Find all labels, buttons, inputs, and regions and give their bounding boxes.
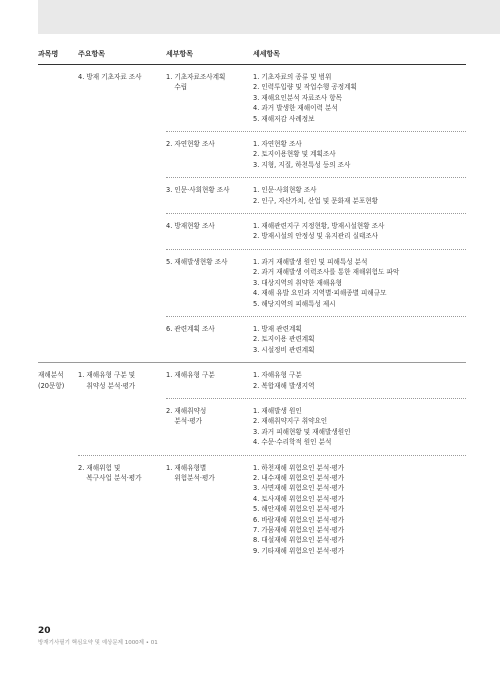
detail-item: 2. 인력투입량 및 작업수행 공정계획	[253, 83, 357, 92]
major-item-group	[78, 363, 466, 454]
subject-name: 재해분석 (20문항)	[38, 371, 65, 390]
detail-item: 3. 지형, 지질, 하천특성 등의 조사	[253, 160, 351, 169]
header-subject: 과목명	[38, 50, 59, 58]
detail-item: 2. 인구, 자산가치, 산업 및 문화재 분포현황	[253, 196, 378, 205]
sub-item-row	[166, 249, 466, 316]
sub-item-name: 1. 재해유형별 위험분석·평가	[166, 463, 215, 482]
header-sub: 세부항목	[166, 50, 194, 58]
detail-item: 3. 과거 피해현황 및 재해발생원인	[253, 427, 351, 436]
detail-item: 4. 토사재해 위험요인 분석·평가	[253, 494, 345, 503]
detail-item: 2. 재해취약지구 취약요인	[253, 417, 328, 426]
detail-item: 2. 복합재해 발생지역	[253, 381, 315, 390]
table-body	[38, 65, 466, 563]
detail-list	[253, 185, 466, 206]
sub-item-name: 3. 인문·사회현황 조사	[166, 186, 230, 195]
header-band	[38, 0, 500, 34]
sub-item-name: 2. 재해취약성 분석·평가	[166, 406, 207, 426]
detail-item: 1. 인문·사회현황 조사	[253, 186, 317, 195]
header-detail: 세세항목	[253, 50, 281, 58]
major-item-group	[78, 455, 466, 564]
sub-item-row	[166, 213, 466, 249]
detail-item: 1. 과거 재해발생 원인 및 피해특성 분석	[253, 257, 368, 266]
sub-item-name: 4. 방재현황 조사	[166, 222, 215, 231]
sub-item-name: 6. 관련계획 조사	[166, 324, 215, 333]
subject-group	[38, 362, 466, 563]
detail-item: 4. 과거 발생한 재해이력 분석	[253, 104, 338, 113]
sub-item-row	[166, 316, 466, 362]
detail-item: 2. 과거 재해발생 이력조사를 통한 재해위험도 파악	[253, 268, 400, 277]
detail-list	[253, 139, 466, 170]
sub-item-row	[166, 398, 466, 455]
detail-list	[253, 324, 466, 355]
header-major: 주요항목	[78, 50, 106, 58]
detail-item: 8. 대설재해 위험요인 분석·평가	[253, 536, 345, 545]
major-item-name: 2. 재해위험 및 복구사업 분석·평가	[78, 463, 142, 482]
detail-item: 1. 자연현황 조사	[253, 140, 302, 149]
detail-item: 5. 재해저감 사례정보	[253, 114, 315, 123]
sub-item-name: 1. 재해유형 구분	[166, 371, 215, 380]
detail-item: 9. 기타재해 위험요인 분석·평가	[253, 546, 345, 555]
table-header	[38, 46, 466, 65]
detail-list	[253, 72, 466, 124]
detail-list	[253, 370, 466, 391]
detail-list	[253, 463, 466, 557]
major-item-name: 4. 방재 기초자료 조사	[78, 73, 142, 81]
major-item-group	[78, 65, 466, 362]
detail-item: 1. 하천재해 위험요인 분석·평가	[253, 463, 345, 472]
detail-item: 1. 재해관련지구 지정현황, 방재시설현황 조사	[253, 222, 385, 231]
footer-text: 방재기사필기 핵심요약 및 예상문제 1000제 • 01	[38, 640, 158, 646]
detail-item: 1. 자해유형 구분	[253, 371, 302, 380]
detail-item: 2. 토지이용 관련계획	[253, 335, 315, 344]
detail-item: 3. 사면재해 위험요인 분석·평가	[253, 484, 345, 493]
sub-item-row	[166, 65, 466, 131]
detail-list	[253, 221, 466, 242]
sub-item-name: 5. 재해발생현황 조사	[166, 257, 228, 266]
detail-item: 2. 내수재해 위험요인 분석·평가	[253, 473, 345, 482]
detail-item: 1. 재해발생 원인	[253, 406, 302, 415]
page-number: 20	[38, 626, 51, 636]
detail-list	[253, 257, 466, 309]
sub-item-row	[166, 131, 466, 177]
detail-item: 4. 재해 유발 요인과 지역별·피해종별 피해규모	[253, 289, 387, 298]
sub-item-row	[166, 177, 466, 213]
major-item-name: 1. 재해유형 구분 및 취약성 분석·평가	[78, 371, 136, 390]
detail-list	[253, 406, 466, 448]
detail-item: 6. 바람재해 위험요인 분석·평가	[253, 515, 345, 524]
sub-item-name: 1. 기초자료조사계획 수립	[166, 73, 226, 92]
sub-item-name: 2. 자연현황 조사	[166, 140, 215, 149]
detail-item: 4. 수문·수리학적 원인 분석	[253, 438, 332, 447]
detail-item: 7. 가뭄재해 위험요인 분석·평가	[253, 526, 345, 534]
detail-item: 5. 해당지역의 피해특성 제시	[253, 299, 336, 308]
detail-item: 3. 재해요인분석 자료조사 항목	[253, 93, 343, 102]
subject-group	[38, 65, 466, 362]
detail-item: 5. 해안재해 위험요인 분석·평가	[253, 505, 345, 514]
sub-item-row	[166, 456, 466, 564]
detail-item: 3. 대상지역의 취약한 재해유형	[253, 278, 343, 287]
detail-item: 2. 토지이용현황 및 계획조사	[253, 150, 336, 159]
detail-item: 1. 기초자료의 종류 및 범위	[253, 73, 332, 81]
detail-item: 3. 시설정비 관련계획	[253, 345, 315, 354]
detail-item: 1. 방재 관련계획	[253, 324, 302, 333]
exam-outline-table	[38, 46, 466, 563]
page-footer	[38, 626, 158, 646]
detail-item: 2. 방재시설의 안정성 및 유지관리 실태조사	[253, 232, 379, 241]
sub-item-row	[166, 363, 466, 398]
